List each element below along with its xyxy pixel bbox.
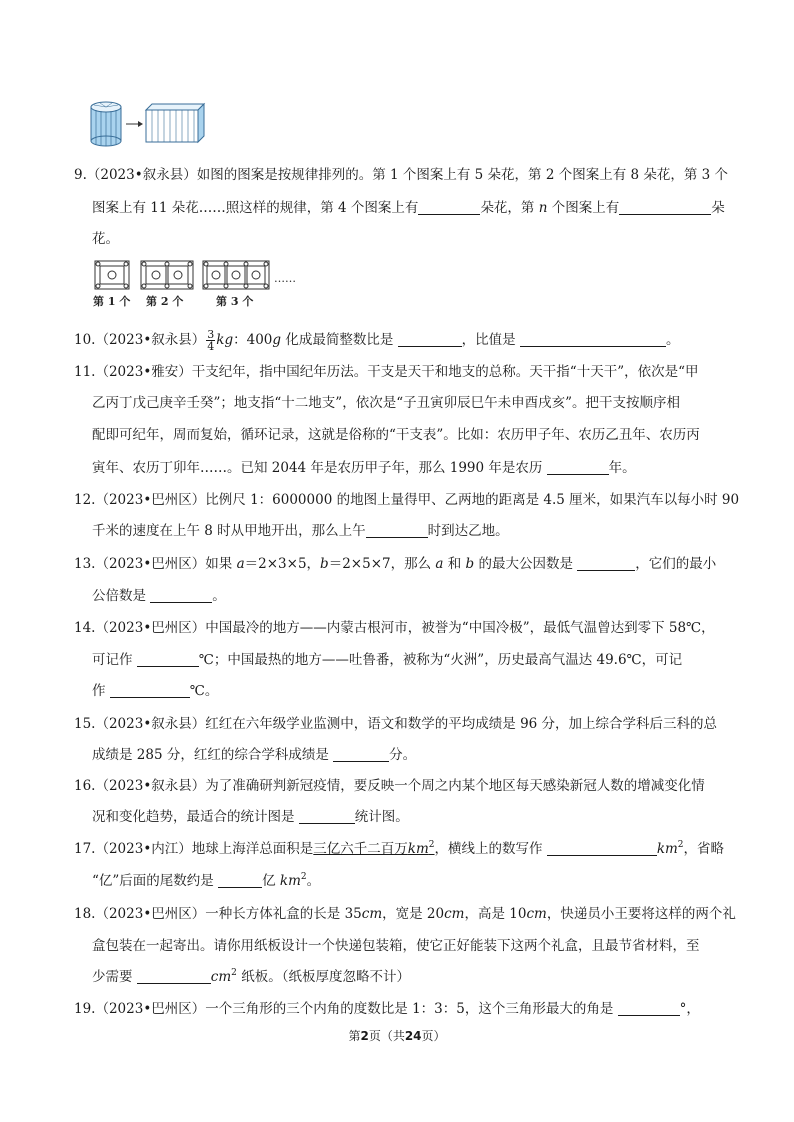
q12-text: 时到达乙地。 <box>427 523 509 539</box>
arrow-icon <box>126 121 143 127</box>
pattern-1 <box>95 261 129 289</box>
q13-text: 。 <box>212 588 226 604</box>
q14-answer-blank-1[interactable] <box>137 652 199 667</box>
q11-line2: 乙丙丁戊己庚辛壬癸”；地支指“十二地支”，依次是“子丑寅卯辰巳午未申酉戌亥”。把干支按顺序相 <box>92 395 681 411</box>
pattern-label-3: 第 3 个 <box>216 295 254 308</box>
q18-text: 18.（2023•巴州区）一种长方体礼盒的长是 35 <box>74 906 362 922</box>
q9-line2 <box>92 199 725 217</box>
pattern-label-2: 第 2 个 <box>146 295 184 308</box>
footer-text: 页） <box>421 1029 446 1043</box>
q9-answer-blank-1[interactable] <box>418 200 480 215</box>
q14-text: 作 <box>92 683 110 699</box>
q11-answer-blank[interactable] <box>547 460 609 475</box>
pattern-3 <box>203 261 269 289</box>
q16-line2 <box>92 808 409 826</box>
superscript: 2 <box>231 968 237 978</box>
q14-line3 <box>92 682 218 700</box>
q14-text: ℃。 <box>189 683 219 699</box>
q14-line1: 14.（2023•巴州区）中国最冷的地方——内蒙古根河市，被誉为“中国冷极”，最低气温曾达到零下 58℃， <box>74 620 715 636</box>
q13-text: ，它们的最小 <box>635 556 717 572</box>
q16-text: 统计图。 <box>354 809 409 825</box>
q10-answer-blank-2[interactable] <box>520 332 666 347</box>
q18-text: ，高是 10 <box>464 906 527 922</box>
footer-text: 第 <box>348 1029 361 1043</box>
q12-answer-blank[interactable] <box>366 523 428 538</box>
q11-line3: 配即可纪年，周而复始，循环记录，这就是俗称的“干支表”。比如：农历甲子年、农历乙丑年、农历丙 <box>92 427 700 443</box>
q17-text: 17.（2023•内江）地球上海洋总面积是 <box>74 841 314 857</box>
q10-line1 <box>74 329 679 352</box>
q19-line1 <box>74 1000 700 1018</box>
q15-answer-blank[interactable] <box>333 747 389 762</box>
q14-answer-blank-2[interactable] <box>110 683 190 698</box>
q18-line1 <box>74 905 736 923</box>
q13-text: 和 <box>443 556 466 572</box>
q13-answer-blank-2[interactable] <box>150 588 212 603</box>
q17-answer-blank-2[interactable] <box>218 873 262 888</box>
q15-text: 成绩是 285 分，红红的综合学科成绩是 <box>92 747 334 763</box>
q13-text: ＝2×5×7，那么 <box>328 556 436 572</box>
pattern-2 <box>141 261 193 289</box>
q9-text: 朵 <box>711 200 725 216</box>
superscript: 2 <box>300 872 307 882</box>
q9-var-n: n <box>538 200 548 216</box>
cylinder-sectors-figure <box>91 102 121 146</box>
q17-underlined-number <box>313 841 434 857</box>
q13-line2 <box>92 587 226 605</box>
q9-line1: 9.（2023•叙永县）如图的图案是按规律排列的。第 1 个图案上有 5 朵花，第 2 个图案上有 8 朵花，第 3 个 <box>74 167 729 183</box>
q18-text: ，宽是 20 <box>382 906 445 922</box>
q14-text: ℃；中国最热的地方——吐鲁番，被称为“火洲”，历史最高气温达 49.6℃，可记 <box>198 652 683 668</box>
q16-text: 况和变化趋势，最适合的统计图是 <box>92 809 299 825</box>
q10-text: ，比值是 <box>461 332 520 348</box>
q9-line3: 花。 <box>92 231 119 247</box>
q19-text: °， <box>679 1001 700 1017</box>
q18-text: ，快递员小王要将这样的两个礼 <box>546 906 736 922</box>
q13-line1 <box>74 555 716 573</box>
unit-km: km <box>279 873 301 889</box>
fraction-numerator: 3 <box>207 328 215 341</box>
q11-text: 年。 <box>608 460 636 476</box>
flower-pattern-figure <box>92 258 312 310</box>
q10-text: 10.（2023•叙永县） <box>74 332 206 348</box>
superscript: 2 <box>428 840 435 850</box>
pattern-ellipsis: …… <box>274 272 296 285</box>
q13-text: 的最大公因数是 <box>474 556 578 572</box>
q19-answer-blank[interactable] <box>618 1001 680 1016</box>
q17-text: 。 <box>306 873 321 889</box>
unit-cm: cm <box>526 906 547 922</box>
q16-line1: 16.（2023•叙永县）为了准确研判新冠疫情，要反映一个周之内某个地区每天感染新冠人数的增减变化情 <box>74 778 705 794</box>
unit-cm: cm <box>210 969 232 985</box>
q13-text: 公倍数是 <box>92 588 151 604</box>
q9-text: 图案上有 11 朵花……照这样的规律，第 4 个图案上有 <box>92 200 419 216</box>
q18-line3 <box>92 968 410 986</box>
q10-text: ：400 <box>233 332 273 348</box>
q10-fraction <box>206 329 215 352</box>
q9-answer-blank-2[interactable] <box>619 200 711 215</box>
q19-text: 19.（2023•巴州区）一个三角形的三个内角的度数比是 1：3：5，这个三角形最大的角是 <box>74 1001 618 1017</box>
q17-text: ，横线上的数写作 <box>434 841 547 857</box>
page-footer <box>0 1027 794 1044</box>
q17-text: 亿 <box>262 873 280 889</box>
q13-var-a: a <box>236 556 245 572</box>
q17-text: 三亿六千二百万 <box>313 841 408 857</box>
fraction-denominator: 4 <box>207 340 215 353</box>
q18-answer-blank[interactable] <box>137 969 211 984</box>
page-number: 2 <box>360 1029 369 1043</box>
unit-kg: kg <box>216 332 234 348</box>
q13-text: ＝2×3×5， <box>244 556 321 572</box>
cylinder-to-cuboid-figure <box>88 98 208 148</box>
q18-text: 纸板。（纸板厚度忽略不计） <box>236 969 410 985</box>
total-pages: 24 <box>404 1029 422 1043</box>
q15-line1: 15.（2023•叙永县）红红在六年级学业监测中，语文和数学的平均成绩是 96 分，加上综合学科后三科的总 <box>74 716 718 732</box>
q17-text: “亿”后面的尾数约是 <box>92 873 219 889</box>
q17-answer-blank-1[interactable] <box>547 841 657 856</box>
q14-text: 可记作 <box>92 652 137 668</box>
q17-line2 <box>92 872 320 890</box>
q18-line2: 盒包装在一起寄出。请你用纸板设计一个快递包装箱，使它正好能装下这两个礼盒，且最节省材料，至 <box>92 938 700 954</box>
q17-line1 <box>74 840 724 858</box>
unit-g: g <box>272 332 282 348</box>
unit-km: km <box>407 841 429 857</box>
q10-text: 。 <box>665 332 680 348</box>
q13-var-b: b <box>320 556 329 572</box>
q11-line1: 11.（2023•雅安）干支纪年，指中国纪年历法。干支是天干和地支的总称。天干指“十天干”，依次是“甲 <box>74 364 699 380</box>
q11-text: 寅年、农历丁卯年……。已知 2044 年是农历甲子年，那么 1990 年是农历 <box>92 460 547 476</box>
q12-text: 千米的速度在上午 8 时从甲地开出，那么上午 <box>92 523 366 539</box>
pattern-label-1: 第 1 个 <box>93 295 131 308</box>
q15-line2 <box>92 746 416 764</box>
q17-text: ，省略 <box>683 841 725 857</box>
superscript: 2 <box>677 840 684 850</box>
q10-answer-blank-1[interactable] <box>398 332 462 347</box>
q15-text: 分。 <box>389 747 417 763</box>
q12-line2 <box>92 522 509 540</box>
q13-text: 13.（2023•巴州区）如果 <box>74 556 237 572</box>
q11-line4 <box>92 459 636 477</box>
q13-var-a: a <box>435 556 444 572</box>
q9-text: 朵花，第 <box>480 200 539 216</box>
unit-cm: cm <box>361 906 383 922</box>
q12-line1: 12.（2023•巴州区）比例尺 1：6000000 的地图上量得甲、乙两地的距离是 4.5 厘米，如果汽车以每小时 90 <box>74 492 740 508</box>
q10-text: 化成最简整数比是 <box>281 332 398 348</box>
footer-text: 页（共 <box>368 1029 405 1043</box>
q14-line2 <box>92 651 682 669</box>
q18-text: 少需要 <box>92 969 137 985</box>
q13-var-b: b <box>465 556 475 572</box>
q13-answer-blank-1[interactable] <box>577 556 635 571</box>
cuboid-figure <box>146 104 204 142</box>
q16-answer-blank[interactable] <box>299 809 355 824</box>
unit-km: km <box>656 841 678 857</box>
q9-text: 个图案上有 <box>547 200 620 216</box>
unit-cm: cm <box>444 906 465 922</box>
